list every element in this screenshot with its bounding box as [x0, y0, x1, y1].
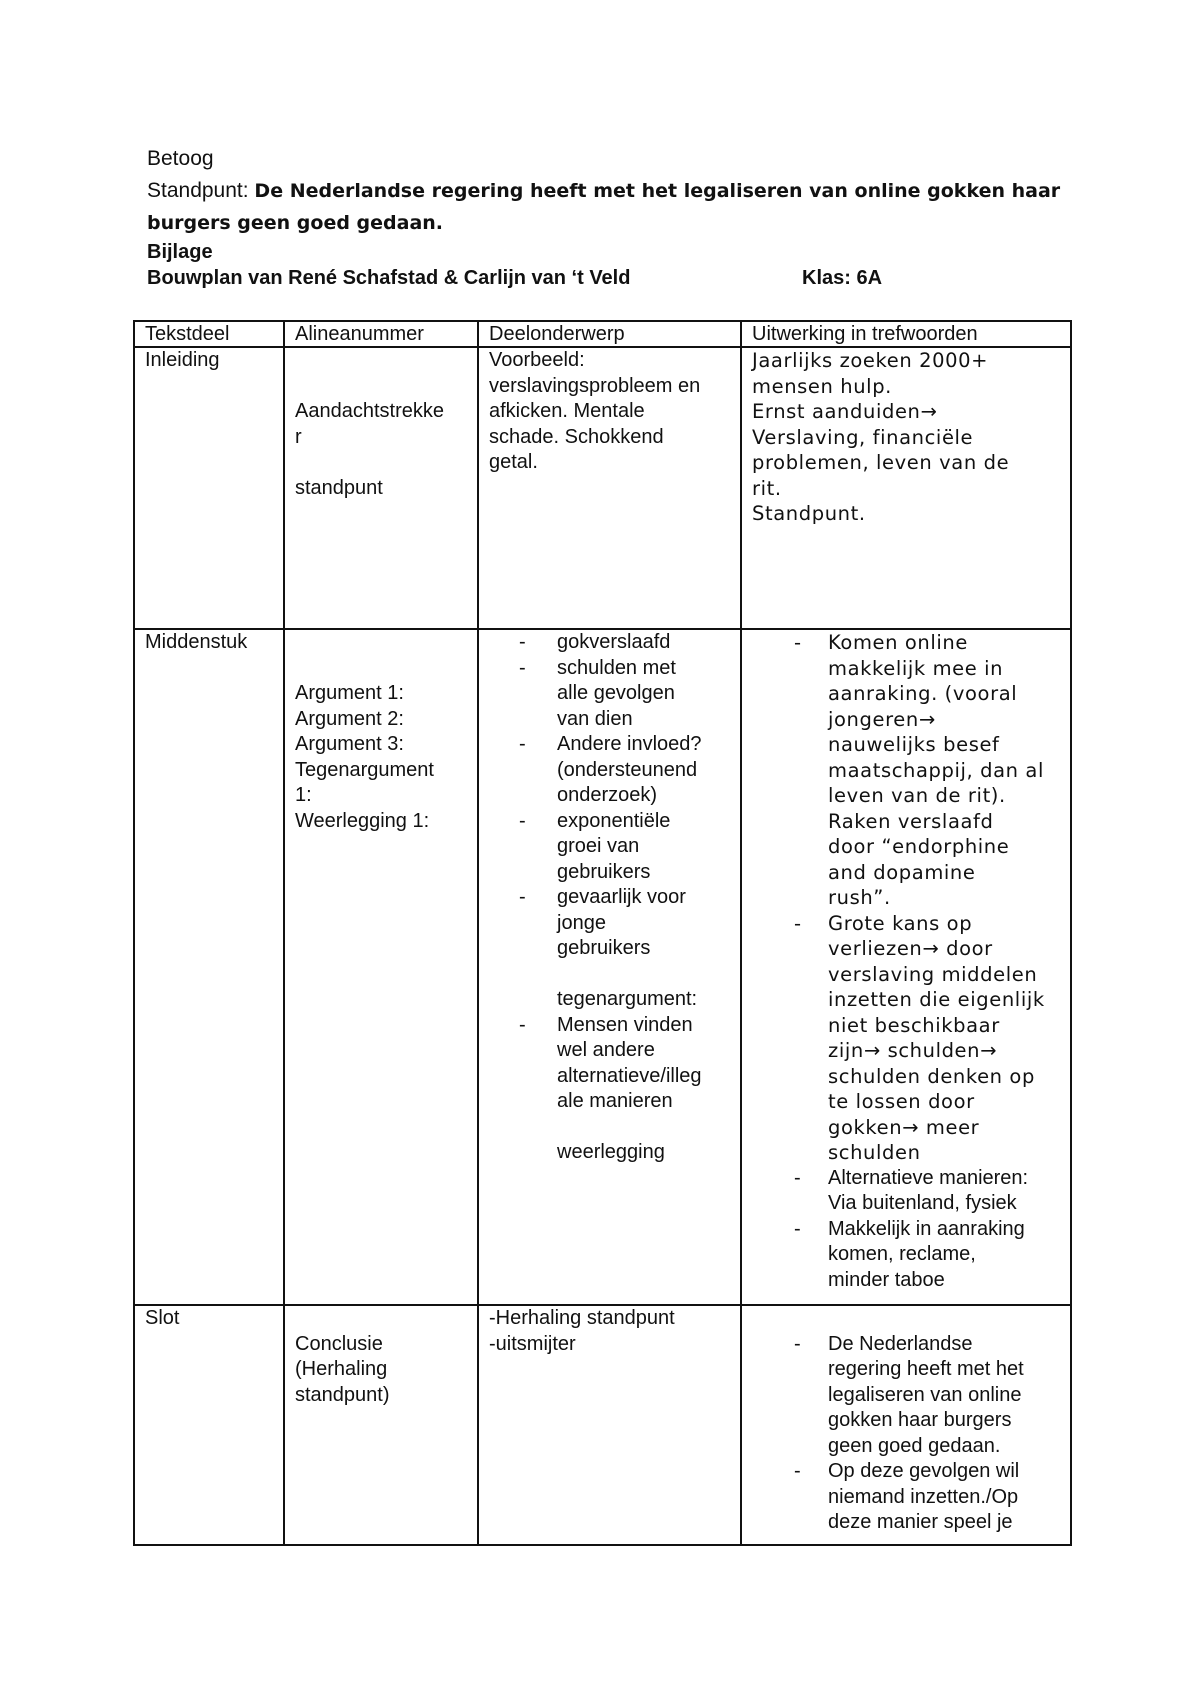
weerlegging-label: weerlegging — [557, 1141, 665, 1163]
cell-text: Weerlegging 1: — [295, 809, 430, 832]
cell-text: - Andere invloed? — [557, 733, 702, 755]
header-cell: Alineanummer — [284, 321, 478, 347]
cell-text: Voorbeeld: — [489, 349, 585, 371]
list-item — [489, 885, 730, 962]
cell-text: niet beschikbaar — [828, 1013, 1000, 1037]
standpunt-label: Standpunt: — [147, 179, 255, 202]
cell-text: and dopamine — [828, 860, 976, 884]
cell-text: komen, reclame, — [828, 1243, 976, 1265]
cell-text: r — [295, 425, 302, 448]
uitwerking-cell — [741, 629, 1071, 1305]
cell-text: leven van de rit). — [828, 784, 1006, 807]
cell-text: Aandachtstrekke — [295, 400, 444, 422]
list-item — [489, 809, 730, 886]
cell-text: - gokverslaafd — [557, 631, 671, 653]
cell-text: verslaving middelen — [828, 962, 1038, 986]
deelonderwerp-cell — [478, 1305, 741, 1545]
tekstdeel-cell — [134, 1305, 284, 1545]
uitwerking-list — [752, 630, 1060, 1293]
cell-text: Verslaving, financiële — [752, 425, 974, 449]
cell-text: gokken haar burgers — [828, 1409, 1012, 1431]
cell-text: standpunt) — [295, 1383, 390, 1406]
cell-text: schulden — [828, 1141, 921, 1164]
header-cell: Deelonderwerp — [478, 321, 741, 347]
cell-text: getal. — [489, 451, 538, 473]
list-item — [752, 1332, 1060, 1460]
document-title: Betoog — [147, 147, 214, 170]
klas-label: Klas: 6A — [802, 267, 883, 289]
cell-text: schade. Schokkend — [489, 425, 664, 448]
cell-text: Argument 1: — [295, 682, 404, 704]
cell-text: zijn→ schulden→ — [828, 1039, 998, 1062]
cell-text: te lossen door — [828, 1090, 975, 1113]
cell-text: gebruikers — [557, 937, 651, 959]
table-row-inleiding — [134, 347, 1071, 629]
list-item — [489, 656, 730, 733]
bijlage-label: Bijlage — [147, 241, 213, 263]
cell-text: door “endorphine — [828, 835, 1010, 858]
cell-text: - Mensen vinden — [557, 1013, 693, 1036]
cell-text: Conclusie — [295, 1332, 383, 1355]
cell-text: wel andere — [557, 1039, 655, 1061]
cell-text: minder taboe — [828, 1268, 945, 1291]
cell-text: (Herhaling — [295, 1358, 388, 1380]
list-item — [752, 1217, 1060, 1294]
list-item — [752, 1459, 1060, 1536]
cell-text: (ondersteunend — [557, 758, 698, 781]
cell-text: afkicken. Mentale — [489, 400, 645, 422]
cell-text: verslavingsprobleem en — [489, 374, 701, 397]
cell-text: regering heeft met het — [828, 1358, 1024, 1380]
cell-text: - exponentiële — [557, 809, 671, 832]
cell-text: -Herhaling standpunt — [489, 1307, 675, 1329]
bouwplan-table — [133, 320, 1072, 1546]
alinea-cell — [284, 1305, 478, 1545]
cell-text: - Op deze gevolgen wil — [828, 1460, 1020, 1482]
list-item — [489, 1013, 730, 1115]
document-header — [147, 143, 1061, 291]
cell-text: inzetten die eigenlijk — [828, 988, 1045, 1011]
table-row-middenstuk — [134, 629, 1071, 1305]
cell-text: Standpunt. — [752, 502, 866, 525]
cell-text: schulden denken op — [828, 1064, 1035, 1088]
cell-text: gokken→ meer — [828, 1115, 980, 1139]
cell-text: legaliseren van online — [828, 1383, 1022, 1406]
cell-text: - Makkelijk in aanraking — [828, 1217, 1025, 1240]
cell-text: standpunt — [295, 476, 383, 499]
list-item — [752, 1166, 1060, 1217]
cell-text: gebruikers — [557, 860, 651, 883]
header-cell: Tekstdeel — [134, 321, 284, 347]
list-item — [489, 630, 730, 656]
table-header-row — [134, 321, 1071, 347]
header-cell: Uitwerking in trefwoorden — [741, 321, 1071, 347]
cell-text: Ernst aanduiden→ — [752, 400, 938, 423]
cell-text: Inleiding — [145, 349, 220, 371]
table-row-slot — [134, 1305, 1071, 1545]
cell-text: rit. — [752, 476, 782, 500]
cell-text: - Grote kans op — [828, 911, 973, 935]
tekstdeel-cell — [134, 629, 284, 1305]
cell-text: alle gevolgen — [557, 682, 675, 704]
cell-text: maatschappij, dan al — [828, 758, 1044, 782]
cell-text: Via buitenland, fysiek — [828, 1192, 1017, 1214]
cell-text: niemand inzetten./Op — [828, 1485, 1019, 1508]
tegenargument-list — [489, 1013, 730, 1115]
cell-text: nauwelijks besef — [828, 733, 1000, 756]
cell-text: alternatieve/illeg — [557, 1064, 702, 1087]
uitwerking-list — [752, 1332, 1060, 1536]
deelonderwerp-cell — [478, 629, 741, 1305]
cell-text: Raken verslaafd — [828, 809, 994, 833]
cell-text: Tegenargument — [295, 758, 434, 781]
cell-text: Argument 2: — [295, 707, 404, 730]
standpunt-text: De Nederlandse regering heeft met het legaliseren van online gokken haar — [254, 180, 1061, 202]
tekstdeel-cell — [134, 347, 284, 629]
uitwerking-cell — [741, 347, 1071, 629]
alinea-cell — [284, 629, 478, 1305]
cell-text: - schulden met — [557, 656, 676, 679]
cell-text: Argument 3: — [295, 733, 404, 755]
cell-text: makkelijk mee in — [828, 656, 1004, 680]
cell-text: van dien — [557, 707, 633, 730]
cell-text: jonge — [557, 911, 606, 934]
cell-text: verliezen→ door — [828, 937, 993, 960]
bouwplan-line — [147, 265, 1047, 291]
cell-text: -uitsmijter — [489, 1332, 576, 1355]
cell-text: Middenstuk — [145, 631, 248, 653]
deelonderwerp-list — [489, 630, 730, 962]
alinea-cell — [284, 347, 478, 629]
cell-text: - Komen online — [828, 631, 968, 654]
uitwerking-cell — [741, 1305, 1071, 1545]
cell-text: aanraking. (vooral — [828, 682, 1018, 705]
cell-text: - De Nederlandse — [828, 1332, 973, 1355]
cell-text: deze manier speel je — [828, 1511, 1013, 1533]
cell-text: 1: — [295, 784, 312, 806]
cell-text: Slot — [145, 1307, 180, 1329]
cell-text: rush”. — [828, 886, 891, 909]
cell-text: jongeren→ — [828, 707, 936, 731]
cell-text: ale manieren — [557, 1090, 673, 1112]
tegenargument-label: tegenargument: — [557, 988, 698, 1010]
cell-text: - Alternatieve manieren: — [828, 1166, 1029, 1189]
list-item — [752, 630, 1060, 911]
cell-text: - gevaarlijk voor — [557, 886, 686, 908]
bouwplan-authors: Bouwplan van René Schafstad & Carlijn van ‘t Veld — [147, 267, 631, 289]
standpunt-line-2: burgers geen goed gedaan. — [147, 212, 444, 234]
standpunt-line-1 — [147, 175, 1061, 207]
cell-text: Jaarlijks zoeken 2000+ — [752, 349, 989, 372]
cell-text: geen goed gedaan. — [828, 1434, 1001, 1457]
list-item — [489, 732, 730, 809]
list-item — [752, 911, 1060, 1166]
cell-text: mensen hulp. — [752, 374, 892, 398]
cell-text: groei van — [557, 835, 640, 857]
cell-text: onderzoek) — [557, 784, 658, 806]
cell-text: problemen, leven van de — [752, 451, 1010, 474]
deelonderwerp-cell — [478, 347, 741, 629]
